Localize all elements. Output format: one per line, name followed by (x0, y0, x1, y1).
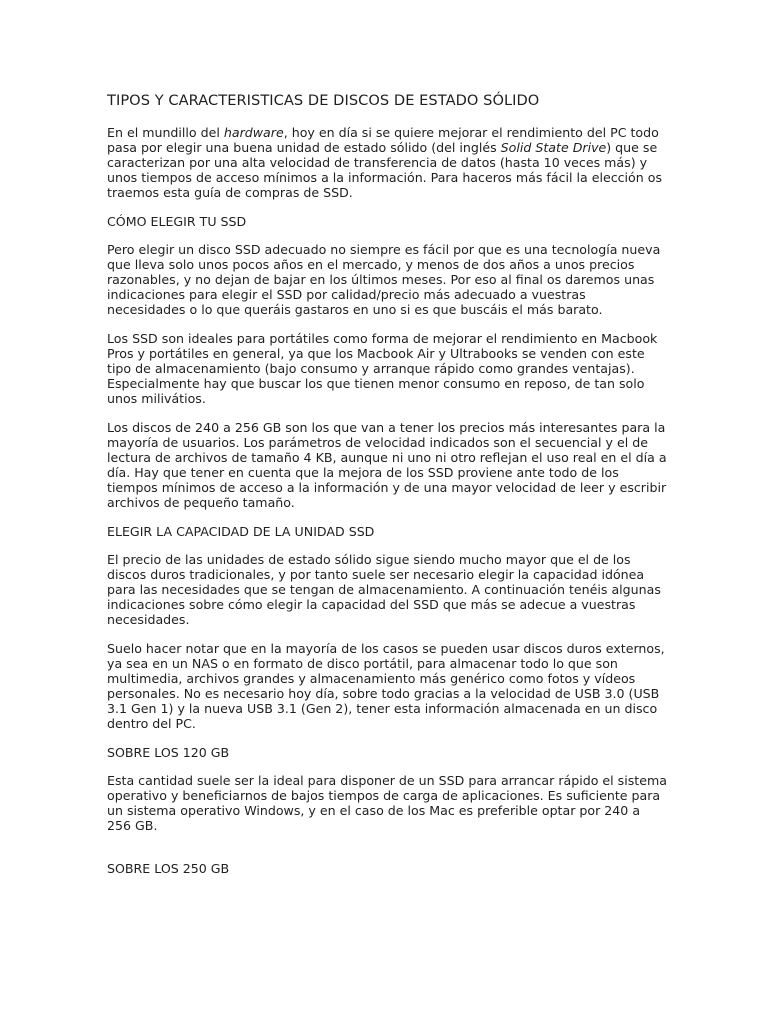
intro-paragraph (107, 125, 667, 200)
intro-text-1: En el mundillo del (107, 125, 224, 140)
intro-italic-ssd: Solid State Drive (500, 140, 607, 155)
s120-paragraph-1: Esta cantidad suele ser la ideal para disponer de un SSD para arrancar rápido el sistema operativo y beneficiarnos de bajos tiempos de carga de aplicaciones. Es suficiente para un sistema operativo Windows, y en el caso de los Mac es preferible optar por 240 a 256 GB. (107, 773, 667, 833)
capacidad-paragraph-1: El precio de las unidades de estado sólido sigue siendo mucho mayor que el de los discos duros tradicionales, y por tanto suele ser necesario elegir la capacidad idónea para las necesidades que se tengan de almacenamiento. A continuación tenéis algunas indicaciones sobre cómo elegir la capacidad del SSD que más se adecue a vuestras necesidades. (107, 552, 661, 627)
intro-text-3: ) que se caracterizan por una alta velocidad de transferencia de datos (hasta 10 veces más) y unos tiempos de acceso mínimos a la información. Para haceros más fácil la elección os traemos esta guía de compras de SSD. (107, 140, 663, 200)
como-paragraph-2: Los SSD son ideales para portátiles como forma de mejorar el rendimiento en Macbook Pros y portátiles en general, ya que los Macbook Air y Ultrabooks se venden con este tipo de almacenamiento (bajo consumo y arranque rápido como grandes ventajas). Especialmente hay que buscar los que tienen menor consumo en reposo, de tan solo unos milivátios. (107, 331, 658, 406)
intro-text-2: , hoy en día si se quiere mejorar el rendimiento del PC todo pasa por elegir una buena unidad de estado sólido (del inglés (107, 125, 659, 155)
como-paragraph-1: Pero elegir un disco SSD adecuado no siempre es fácil por que es una tecnología nueva que lleva solo unos pocos años en el mercado, y menos de dos años a unos precios razonables, y no dejan de bajar en los últimos meses. Por eso al final os daremos unas indicaciones para elegir el SSD por calidad/precio más adecuado a vuestras necesidades o lo que queráis gastaros en uno si es que buscáis el más barato. (107, 242, 661, 317)
section-heading-capacidad: ELEGIR LA CAPACIDAD DE LA UNIDAD SSD (107, 524, 375, 539)
section-heading-250gb: SOBRE LOS 250 GB (107, 861, 230, 876)
section-heading-como-elegir: CÓMO ELEGIR TU SSD (107, 214, 247, 229)
section-heading-120gb: SOBRE LOS 120 GB (107, 745, 230, 760)
intro-italic-hardware: hardware (223, 125, 284, 140)
document-body (107, 92, 667, 889)
document-title: TIPOS Y CARACTERISTICAS DE DISCOS DE ESTADO SÓLIDO (107, 92, 540, 109)
capacidad-paragraph-2: Suelo hacer notar que en la mayoría de los casos se pueden usar discos duros externos, ya sea en un NAS o en formato de disco portátil, para almacenar todo lo que son multimedia, archivos grandes y almacenamiento más genérico como fotos y vídeos personales. No es necesario hoy día, sobre todo gracias a la velocidad de USB 3.0 (USB 3.1 Gen 1) y la nueva USB 3.1 (Gen 2), tener esta información almacenada en un disco dentro del PC. (107, 641, 665, 731)
como-paragraph-3: Los discos de 240 a 256 GB son los que van a tener los precios más interesantes para la mayoría de usuarios. Los parámetros de velocidad indicados son el secuencial y el de lectura de archivos de tamaño 4 KB, aunque ni uno ni otro reflejan el uso real en el día a día. Hay que tener en cuenta que la mejora de los SSD proviene ante todo de los tiempos mínimos de acceso a la información y de una mayor velocidad de leer y escribir archivos de pequeño tamaño. (107, 420, 667, 510)
